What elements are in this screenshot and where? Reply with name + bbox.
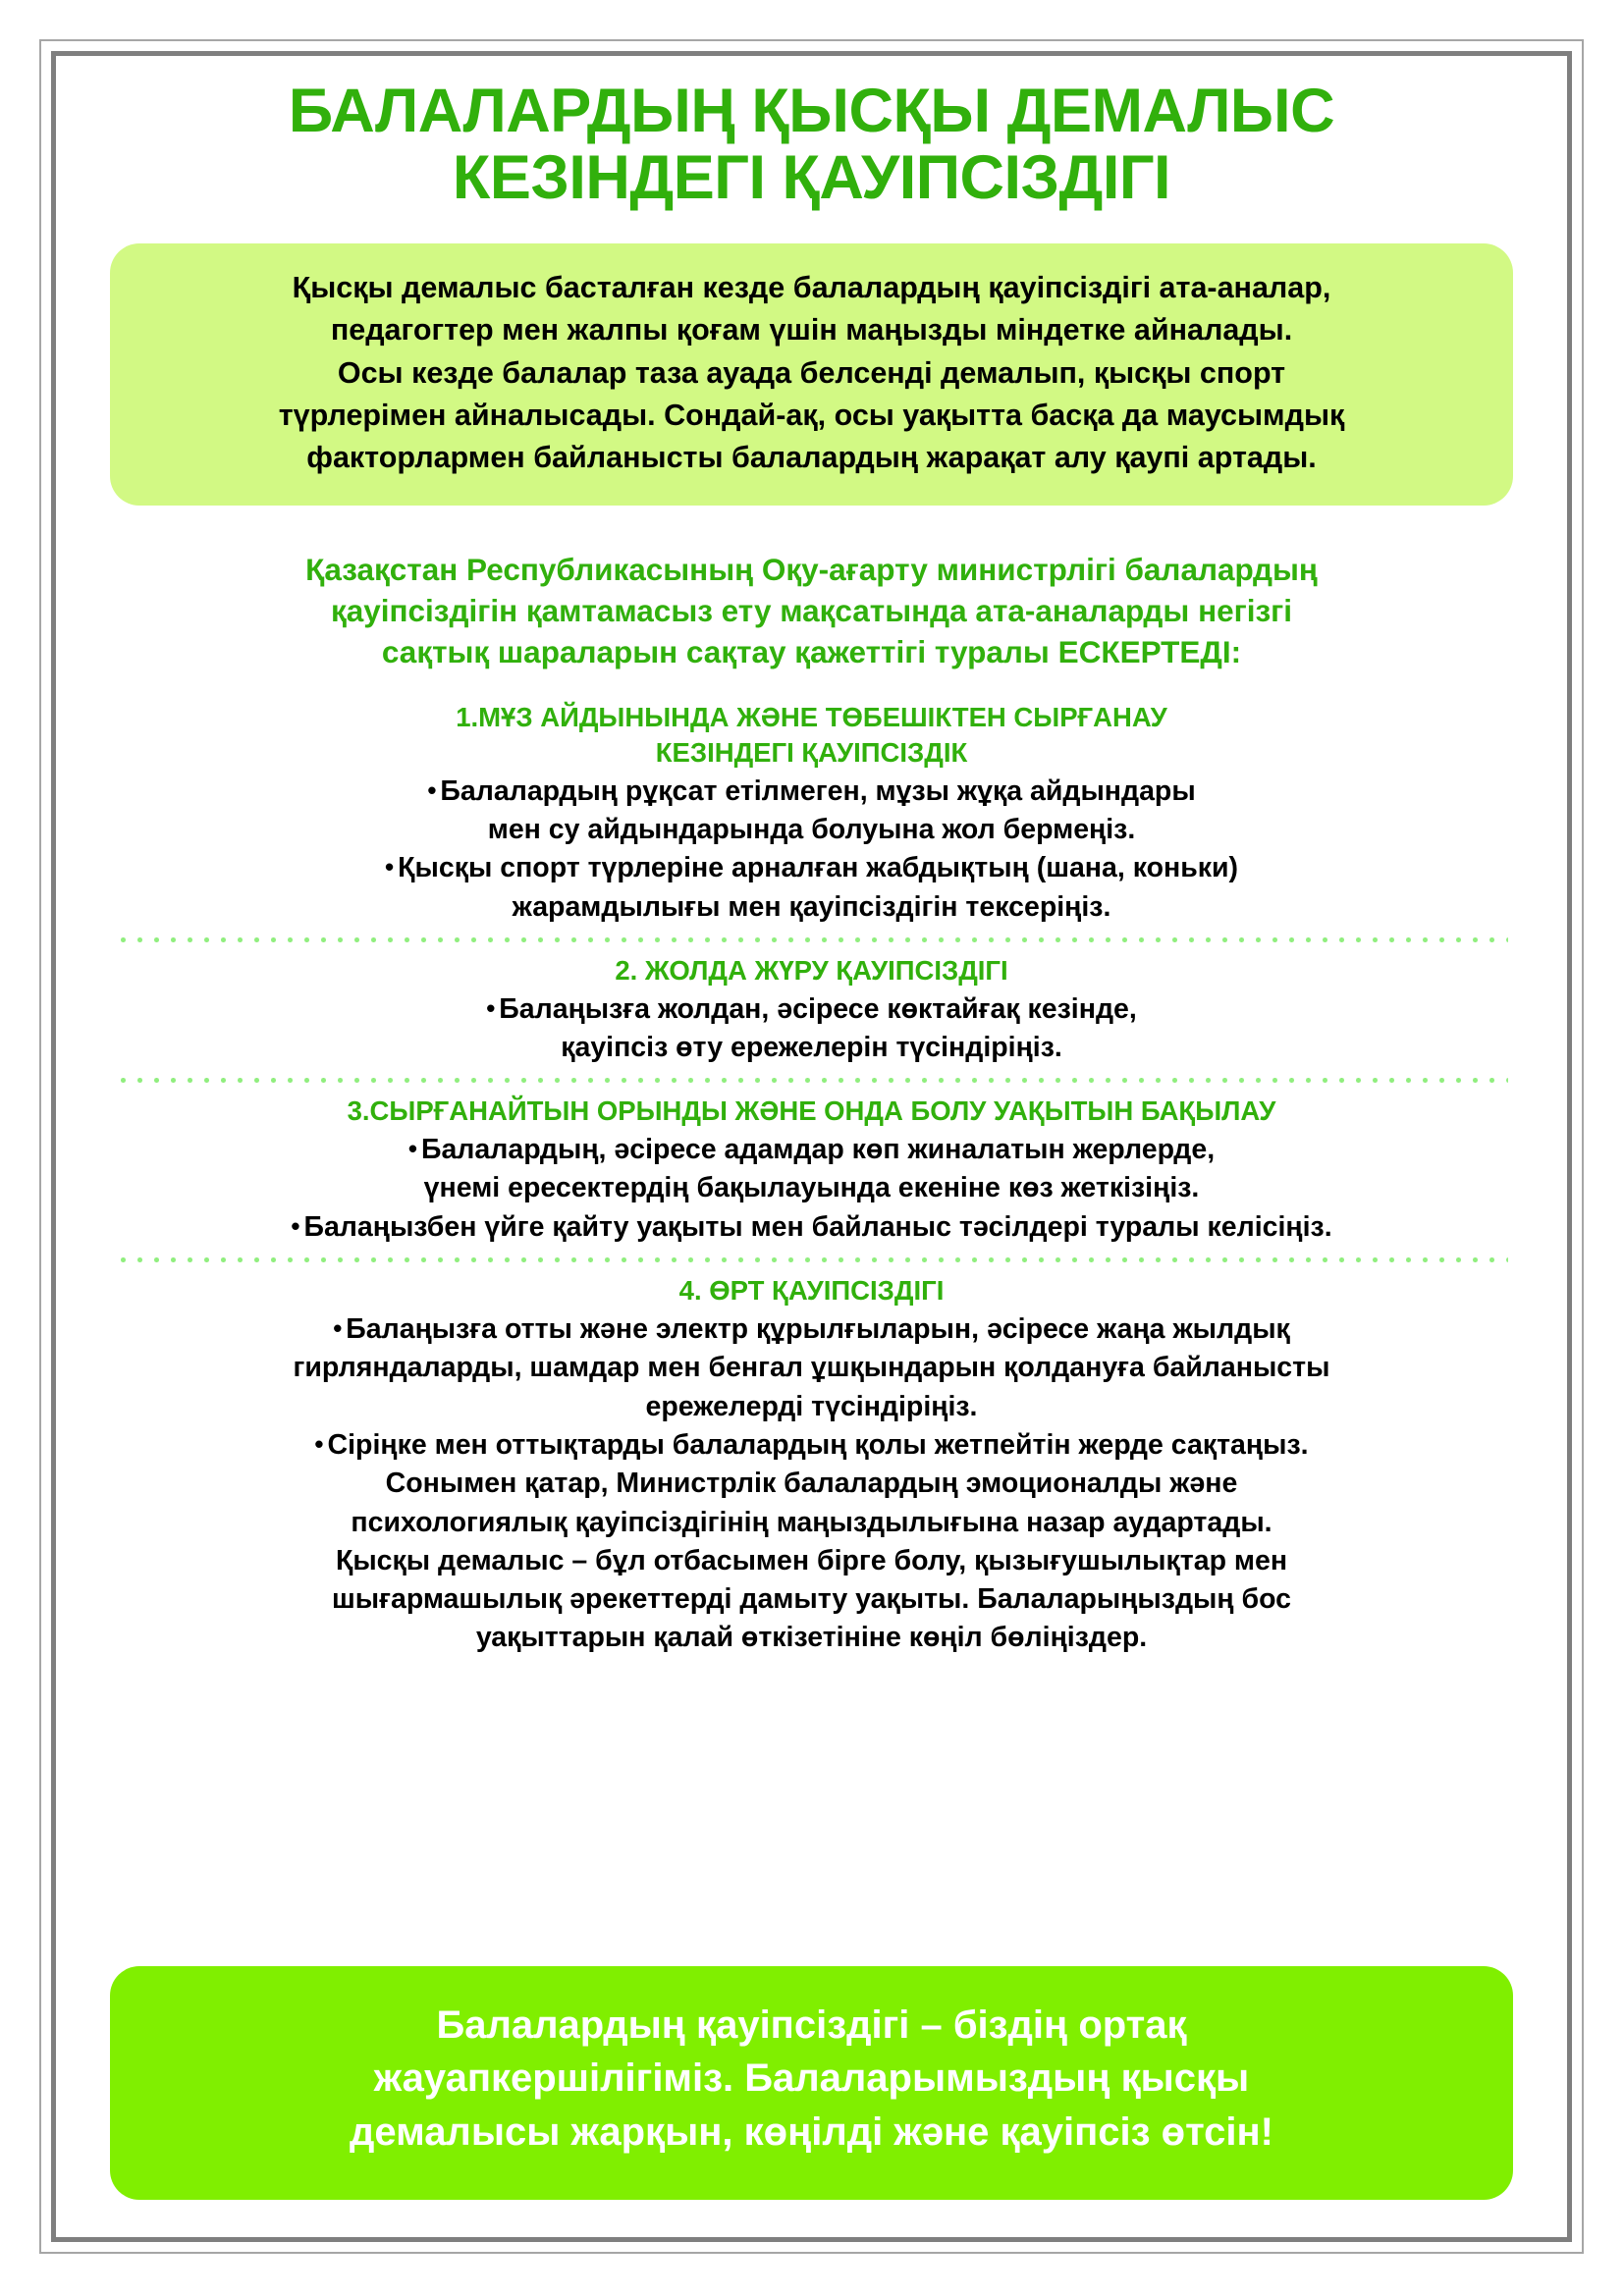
bullet-item bbox=[99, 1208, 1524, 1247]
lead-line-2: қауіпсіздігін қамтамасыз ету мақсатында ата-аналарды негізгі bbox=[330, 592, 1293, 628]
bullet-item bbox=[99, 1310, 1524, 1426]
bullet-item bbox=[99, 1131, 1524, 1208]
section-2-heading bbox=[99, 953, 1524, 988]
bullet-line: • Балалардың, әсіресе адамдар көп жиналатын жерлерде, bbox=[99, 1131, 1524, 1169]
intro-line-4: түрлерімен айналысады. Сондай-ақ, осы уақытта басқа да маусымдық bbox=[278, 398, 1345, 432]
section-fire-safety bbox=[99, 1273, 1524, 1658]
bullet-line: • Балаңызбен үйге қайту уақыты мен байланыс тәсілдері туралы келісіңіз. bbox=[99, 1208, 1524, 1247]
intro-panel bbox=[110, 243, 1513, 505]
bullet-line: • Сіріңке мен оттықтарды балалардың қолы жетпейтін жерде сақтаңыз. bbox=[99, 1426, 1524, 1465]
lead-line-1: Қазақстан Республикасының Оқу-ағарту министрлігі балалардың bbox=[305, 551, 1318, 587]
bullet-item bbox=[99, 1426, 1524, 1465]
bullet-line: • Балалардың рұқсат етілмеген, мұзы жұқа айдындары bbox=[99, 773, 1524, 811]
bullet-item bbox=[99, 849, 1524, 927]
call-to-action-panel bbox=[110, 1966, 1513, 2200]
lead-line-3: сақтық шараларын сақтау қажеттігі туралы ЕСКЕРТЕДІ: bbox=[381, 633, 1242, 669]
poster-inner-frame bbox=[51, 51, 1572, 2242]
poster-content bbox=[56, 56, 1567, 2237]
section-sledding-supervision bbox=[99, 1094, 1524, 1247]
bullet-item bbox=[99, 773, 1524, 850]
bullet-line: үнемі ересектердің бақылауында екеніне көз жеткізіңіз. bbox=[423, 1172, 1200, 1204]
section-2-heading-line-1: 2. ЖОЛДА ЖҮРУ ҚАУІПСІЗДІГІ bbox=[615, 954, 1008, 986]
call-to-action-text bbox=[149, 1999, 1474, 2159]
closing-line-1: Сонымен қатар, Министрлік балалардың эмоционалды және bbox=[385, 1468, 1238, 1500]
section-1-bullet-list bbox=[99, 773, 1524, 927]
closing-line-5: уақыттарын қалай өткізетініне көңіл бөліңіздер. bbox=[475, 1622, 1148, 1654]
section-4-bullet-list bbox=[99, 1310, 1524, 1465]
cta-line-1: Балалардың қауіпсіздігі – біздің ортақ bbox=[436, 2002, 1187, 2047]
dotted-divider bbox=[115, 937, 1508, 942]
closing-line-4: шығармашылық әрекеттерді дамыту уақыты. Балаларыңыздың бос bbox=[332, 1583, 1291, 1616]
bullet-line: мен су айдындарында болуына жол бермеңіз. bbox=[487, 813, 1136, 845]
closing-line-3: Қысқы демалыс – бұл отбасымен бірге болу, қызығушылықтар мен bbox=[335, 1544, 1288, 1576]
dotted-divider bbox=[115, 1078, 1508, 1083]
section-road-safety bbox=[99, 953, 1524, 1067]
section-3-bullet-list bbox=[99, 1131, 1524, 1247]
intro-paragraph bbox=[149, 267, 1474, 479]
poster-title-line-1: БАЛАЛАРДЫҢ ҚЫСҚЫ ДЕМАЛЫС bbox=[288, 77, 1335, 145]
bullet-item bbox=[99, 990, 1524, 1068]
bullet-line: ережелерді түсіндіріңіз. bbox=[645, 1390, 978, 1422]
section-4-heading-line-1: 4. ӨРТ ҚАУІПСІЗДІГІ bbox=[678, 1275, 945, 1307]
intro-line-1: Қысқы демалыс басталған кезде балалардың қауіпсіздігі ата-аналар, bbox=[292, 271, 1331, 305]
poster-title-line-2: КЕЗІНДЕГІ ҚАУІПСІЗДІГІ bbox=[452, 143, 1171, 213]
intro-line-3: Осы кезде балалар таза ауада белсенді демалып, қысқы спорт bbox=[337, 355, 1286, 390]
bullet-line: гирляндаларды, шамдар мен бенгал ұшқындарын қолдануға байланысты bbox=[293, 1352, 1330, 1384]
intro-line-5: факторлармен байланысты балалардың жарақат алу қаупі артады. bbox=[306, 441, 1317, 475]
intro-line-2: педагогтер мен жалпы қоғам үшін маңызды міндетке айналады. bbox=[330, 313, 1293, 347]
bullet-line: қауіпсіз өту ережелерін түсіндіріңіз. bbox=[561, 1032, 1062, 1064]
poster-outer-frame bbox=[39, 39, 1584, 2254]
dotted-divider bbox=[115, 1257, 1508, 1262]
section-4-closing-paragraph bbox=[99, 1465, 1524, 1658]
cta-line-2: жауапкершілігіміз. Балаларымыздың қысқы bbox=[373, 2056, 1250, 2101]
poster-title bbox=[99, 56, 1524, 211]
section-3-heading bbox=[99, 1094, 1524, 1129]
section-ice-rink-safety bbox=[99, 700, 1524, 927]
safety-sections bbox=[99, 700, 1524, 1658]
section-1-heading bbox=[99, 700, 1524, 771]
section-4-heading bbox=[99, 1273, 1524, 1308]
bullet-line: • Балаңызға отты және электр құрылғыларын, әсіресе жаңа жылдық bbox=[99, 1310, 1524, 1349]
section-2-bullet-list bbox=[99, 990, 1524, 1068]
section-1-heading-line-1: 1.МҰЗ АЙДЫНЫНДА ЖӘНЕ ТӨБЕШІКТЕН СЫРҒАНАУ bbox=[456, 702, 1167, 733]
cta-line-3: демалысы жарқын, көңілді және қауіпсіз өтсін! bbox=[350, 2109, 1273, 2154]
bullet-line: жарамдылығы мен қауіпсіздігін тексеріңіз. bbox=[512, 890, 1111, 923]
closing-line-2: психологиялық қауіпсіздігінің маңыздылығына назар аудартады. bbox=[351, 1506, 1272, 1538]
bullet-line: • Қысқы спорт түрлеріне арналған жабдықтың (шана, коньки) bbox=[99, 849, 1524, 887]
bullet-line: • Балаңызға жолдан, әсіресе көктайғақ кезінде, bbox=[99, 990, 1524, 1029]
section-3-heading-line-1: 3.СЫРҒАНАЙТЫН ОРЫНДЫ ЖӘНЕ ОНДА БОЛУ УАҚЫТЫН БАҚЫЛАУ bbox=[347, 1095, 1276, 1127]
section-1-heading-line-2: КЕЗІНДЕГІ ҚАУІПСІЗДІК bbox=[655, 736, 968, 768]
lead-paragraph bbox=[117, 549, 1506, 673]
